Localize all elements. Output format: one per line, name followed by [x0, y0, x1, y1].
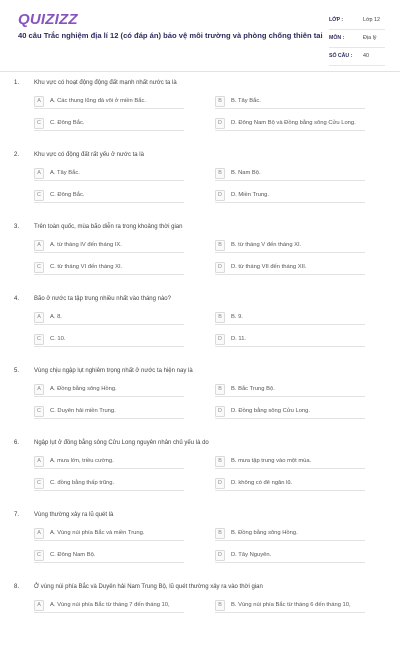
option-text: A. 8. [50, 314, 62, 320]
answer-option-b[interactable] [215, 312, 365, 325]
answer-option-c[interactable] [34, 406, 184, 419]
option-letter: C [34, 406, 44, 417]
meta-row-subject [329, 32, 385, 48]
option-text: C. Đông Bắc. [50, 120, 85, 126]
answer-option-a[interactable] [34, 312, 184, 325]
answer-option-b[interactable] [215, 528, 365, 541]
option-letter: B [215, 240, 225, 251]
question-number: 4. [14, 296, 20, 302]
worksheet-header [0, 0, 400, 72]
option-letter: D [215, 334, 225, 345]
option-letter: C [34, 550, 44, 561]
option-text: A. Đồng bằng sông Hồng. [50, 386, 117, 392]
option-letter: B [215, 456, 225, 467]
question-item [0, 220, 400, 292]
question-item [0, 364, 400, 436]
meta-label: MÔN : [329, 35, 345, 41]
question-item [0, 292, 400, 364]
option-text: C. Duyên hải miền Trung. [50, 408, 116, 414]
option-text: A. Các thung lũng đá vôi ở miền Bắc. [50, 98, 146, 104]
option-letter: D [215, 190, 225, 201]
answer-option-a[interactable] [34, 600, 184, 613]
option-text: B. Nam Bộ. [231, 170, 261, 176]
question-number: 2. [14, 152, 20, 158]
answer-option-a[interactable] [34, 168, 184, 181]
question-text: Vùng chịu ngập lụt nghiêm trọng nhất ở nước ta hiện nay là [34, 368, 193, 374]
question-number: 1. [14, 80, 20, 86]
quizizz-logo[interactable]: QUIZIZZ [18, 11, 78, 28]
option-text: B. 9. [231, 314, 243, 320]
answer-option-a[interactable] [34, 384, 184, 397]
question-text: Ngập lụt ở đồng bằng sông Cửu Long nguyên nhân chủ yếu là do [34, 440, 209, 446]
answer-option-d[interactable] [215, 550, 365, 563]
answer-option-d[interactable] [215, 406, 365, 419]
answer-option-a[interactable] [34, 528, 184, 541]
option-letter: A [34, 240, 44, 251]
option-text: D. Đông Nam Bộ và Đồng bằng sông Cửu Long. [231, 120, 356, 126]
option-letter: B [215, 168, 225, 179]
option-text: B. Đồng bằng sông Hồng. [231, 530, 298, 536]
meta-label: LỚP : [329, 17, 344, 23]
answer-option-c[interactable] [34, 334, 184, 347]
option-text: B. Vùng núi phía Bắc từ tháng 6 đến tháng 10, [231, 602, 351, 608]
answer-option-b[interactable] [215, 456, 365, 469]
answer-option-b[interactable] [215, 168, 365, 181]
answer-option-c[interactable] [34, 190, 184, 203]
option-letter: D [215, 550, 225, 561]
option-letter: D [215, 478, 225, 489]
option-letter: A [34, 96, 44, 107]
meta-value: Lớp 12 [363, 17, 381, 23]
meta-value: Địa lý [363, 35, 377, 41]
option-text: B. Tây Bắc. [231, 98, 261, 104]
meta-label: SỐ CÂU : [329, 53, 353, 59]
answer-option-a[interactable] [34, 96, 184, 109]
option-text: D. 11. [231, 336, 247, 342]
option-text: C. từ tháng VI đến tháng XI. [50, 264, 123, 270]
option-letter: C [34, 190, 44, 201]
option-letter: A [34, 456, 44, 467]
option-letter: A [34, 600, 44, 611]
option-text: D. Miền Trung. [231, 192, 270, 198]
meta-row-class [329, 14, 385, 30]
option-text: A. Vùng núi phía Bắc từ tháng 7 đến tháng 10, [50, 602, 170, 608]
answer-option-b[interactable] [215, 240, 365, 253]
answer-option-d[interactable] [215, 478, 365, 491]
option-letter: C [34, 118, 44, 129]
answer-option-b[interactable] [215, 96, 365, 109]
option-letter: D [215, 406, 225, 417]
page-title: 40 câu Trắc nghiệm địa lí 12 (có đáp án) bảo vệ môi trường và phòng chống thiên tai [18, 31, 323, 40]
question-text: Vùng thường xảy ra lũ quét là [34, 512, 114, 518]
answer-option-c[interactable] [34, 118, 184, 131]
answer-option-c[interactable] [34, 550, 184, 563]
answer-option-d[interactable] [215, 190, 365, 203]
option-text: D. Tây Nguyên. [231, 552, 272, 558]
meta-panel [329, 14, 385, 68]
option-text: D. không có đê ngăn lũ. [231, 480, 293, 486]
answer-option-b[interactable] [215, 600, 365, 613]
question-text: Ở vùng núi phía Bắc và Duyên hải Nam Trung Bộ, lũ quét thường xảy ra vào thời gian [34, 584, 263, 590]
answer-option-a[interactable] [34, 456, 184, 469]
option-text: A. từ tháng IV đến tháng IX. [50, 242, 122, 248]
option-letter: D [215, 118, 225, 129]
option-letter: A [34, 312, 44, 323]
option-text: A. Vùng núi phía Bắc và miền Trung. [50, 530, 145, 536]
option-letter: A [34, 528, 44, 539]
option-text: C. đồng bằng thấp trũng. [50, 480, 115, 486]
option-letter: A [34, 384, 44, 395]
option-letter: B [215, 96, 225, 107]
answer-option-d[interactable] [215, 262, 365, 275]
question-item [0, 436, 400, 508]
option-text: C. Đông Nam Bộ. [50, 552, 96, 558]
option-letter: C [34, 478, 44, 489]
option-text: B. Bắc Trung Bộ. [231, 386, 275, 392]
option-letter: C [34, 262, 44, 273]
answer-option-c[interactable] [34, 262, 184, 275]
question-list [0, 76, 400, 652]
question-text: Khu vực có hoạt động động đất mạnh nhất nước ta là [34, 80, 177, 86]
question-item [0, 508, 400, 580]
question-text: Khu vực có động đất rất yếu ở nước ta là [34, 152, 144, 158]
option-text: D. Đồng bằng sông Cửu Long. [231, 408, 310, 414]
answer-option-d[interactable] [215, 334, 365, 347]
option-letter: D [215, 262, 225, 273]
option-letter: B [215, 312, 225, 323]
answer-option-b[interactable] [215, 384, 365, 397]
question-item [0, 76, 400, 148]
option-text: A. Tây Bắc. [50, 170, 80, 176]
question-text: Trên toàn quốc, mùa bão diễn ra trong khoảng thời gian [34, 224, 183, 230]
option-text: D. từ tháng VII đến tháng XII. [231, 264, 307, 270]
option-letter: B [215, 600, 225, 611]
option-text: C. Đông Bắc. [50, 192, 85, 198]
answer-option-a[interactable] [34, 240, 184, 253]
question-text: Bão ở nước ta tập trung nhiều nhất vào tháng nào? [34, 296, 171, 302]
meta-value: 40 [363, 53, 369, 59]
option-letter: B [215, 528, 225, 539]
option-text: B. mưa tập trung vào một mùa. [231, 458, 312, 464]
meta-row-count [329, 50, 385, 66]
question-number: 5. [14, 368, 20, 374]
option-letter: B [215, 384, 225, 395]
option-text: C. 10. [50, 336, 66, 342]
question-number: 7. [14, 512, 20, 518]
option-letter: C [34, 334, 44, 345]
option-text: A. mưa lớn, triều cường. [50, 458, 114, 464]
question-number: 3. [14, 224, 20, 230]
option-letter: A [34, 168, 44, 179]
question-item [0, 148, 400, 220]
answer-option-c[interactable] [34, 478, 184, 491]
question-number: 6. [14, 440, 20, 446]
answer-option-d[interactable] [215, 118, 365, 131]
option-text: B. từ tháng V đến tháng XI. [231, 242, 302, 248]
question-item [0, 580, 400, 652]
question-number: 8. [14, 584, 20, 590]
